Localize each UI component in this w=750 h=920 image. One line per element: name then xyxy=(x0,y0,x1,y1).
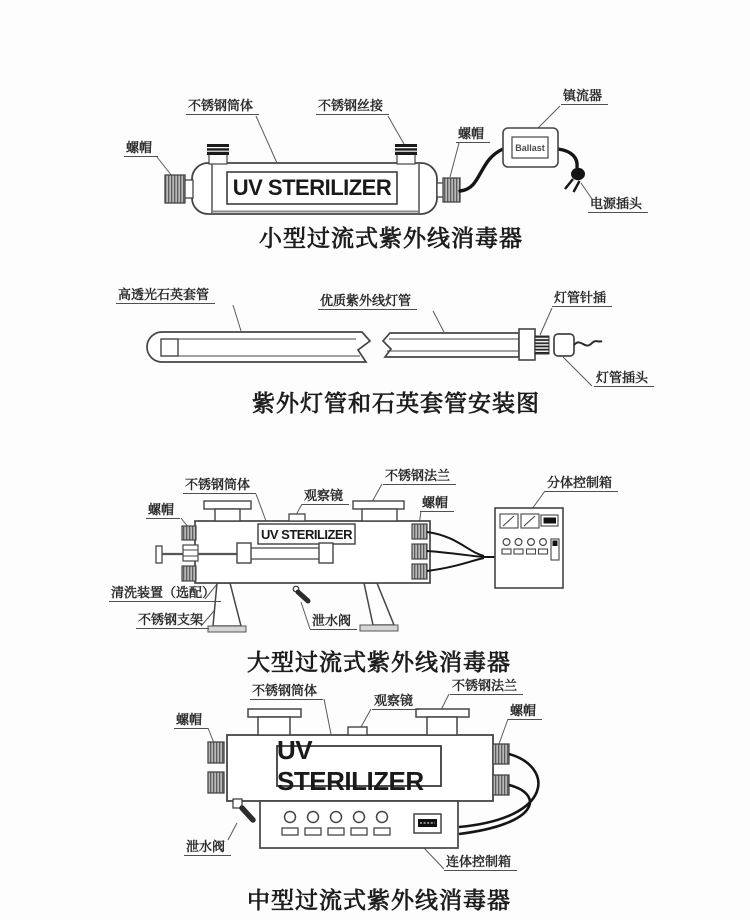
title-lamp-installation: 紫外灯管和石英套管安装图 xyxy=(252,390,540,416)
label-drain-valve: 泄水阀 xyxy=(184,839,231,856)
indicator-lamp xyxy=(331,812,342,823)
label-shell: 不锈钢筒体 xyxy=(250,683,323,700)
label-drain-valve: 泄水阀 xyxy=(310,613,357,630)
label-ballast: 镇流器 xyxy=(561,88,608,105)
bracket-leg xyxy=(364,583,394,625)
title-large-sterilizer: 大型过流式紫外线消毒器 xyxy=(247,649,511,675)
flange xyxy=(204,501,251,509)
label-nut-left: 螺帽 xyxy=(174,712,208,729)
label-control-box: 分体控制箱 xyxy=(545,475,618,492)
label-threaded-joint: 不锈钢丝接 xyxy=(316,98,389,115)
flange xyxy=(353,501,404,509)
title-small-sterilizer: 小型过流式紫外线消毒器 xyxy=(259,225,523,251)
nameplate-text: UV STERILIZER xyxy=(277,735,424,796)
lamp-wire xyxy=(574,341,602,346)
label-lamp-pins: 灯管针插 xyxy=(552,290,612,307)
indicator-lamp xyxy=(308,812,319,823)
indicator-lamp xyxy=(540,539,547,546)
control-box xyxy=(260,801,458,848)
indicator-lamp xyxy=(285,812,296,823)
label-sight-glass: 观察镜 xyxy=(372,693,419,710)
lamp-installation-art xyxy=(147,305,602,386)
nut-right xyxy=(493,744,509,764)
indicator-lamp xyxy=(354,812,365,823)
indicator-lamp xyxy=(528,539,535,546)
uv-lamp-tube xyxy=(383,333,519,357)
label-flange: 不锈钢法兰 xyxy=(383,468,456,485)
power-cord xyxy=(558,149,577,167)
flange xyxy=(416,709,469,717)
label-nut-left: 螺帽 xyxy=(124,140,158,157)
nut-right xyxy=(493,775,509,795)
label-quartz-sleeve: 高透光石英套管 xyxy=(116,287,215,304)
nut-right xyxy=(412,564,427,579)
label-shell: 不锈钢筒体 xyxy=(183,477,256,494)
label-nut-right: 螺帽 xyxy=(508,703,542,720)
label-flange: 不锈钢法兰 xyxy=(450,678,523,695)
nut-right xyxy=(412,544,427,559)
indicator-lamp xyxy=(377,812,388,823)
label-bracket: 不锈钢支架 xyxy=(136,612,209,629)
threaded-joint-icon xyxy=(395,144,417,164)
control-box xyxy=(495,508,563,588)
control-wires xyxy=(427,532,496,571)
ballast-box-text: Ballast xyxy=(515,142,545,153)
label-shell: 不锈钢筒体 xyxy=(186,98,259,115)
lamp-end-cap xyxy=(519,329,535,360)
nut-left xyxy=(208,742,224,763)
flange xyxy=(248,709,301,717)
power-cord xyxy=(460,149,503,191)
nameplate-text: UV STERILIZER xyxy=(260,526,352,542)
nut-right xyxy=(412,524,427,539)
sight-glass xyxy=(348,727,367,735)
label-nut-right: 螺帽 xyxy=(420,495,454,512)
large-sterilizer-art xyxy=(156,484,563,632)
sight-glass xyxy=(289,514,305,521)
title-medium-sterilizer: 中型过流式紫外线消毒器 xyxy=(247,887,511,913)
indicator-lamp xyxy=(503,539,510,546)
nut-right xyxy=(443,178,460,202)
label-lamp-plug: 灯管插头 xyxy=(594,370,654,387)
nut-left xyxy=(182,526,196,540)
label-cleaning-device: 清洗装置（选配） xyxy=(109,585,221,602)
nameplate-text: UV STERILIZER xyxy=(232,175,392,200)
nut-left xyxy=(208,772,224,793)
drain-valve-icon xyxy=(293,586,308,601)
label-uv-lamp: 优质紫外线灯管 xyxy=(318,293,417,310)
nut-left xyxy=(165,175,185,203)
label-nut-right: 螺帽 xyxy=(456,126,490,143)
power-plug-icon xyxy=(565,168,585,192)
indicator-lamp xyxy=(515,539,522,546)
label-nut-left: 螺帽 xyxy=(146,502,180,519)
label-sight-glass: 观察镜 xyxy=(302,488,349,505)
lamp-pins-icon xyxy=(535,336,549,354)
label-control-box: 连体控制箱 xyxy=(444,854,517,871)
label-power-plug: 电源插头 xyxy=(588,196,648,213)
drain-valve-icon xyxy=(233,799,253,820)
nut-left xyxy=(182,566,196,581)
threaded-joint-icon xyxy=(207,144,229,164)
lamp-plug-icon xyxy=(554,334,574,356)
quartz-sleeve xyxy=(147,332,370,362)
